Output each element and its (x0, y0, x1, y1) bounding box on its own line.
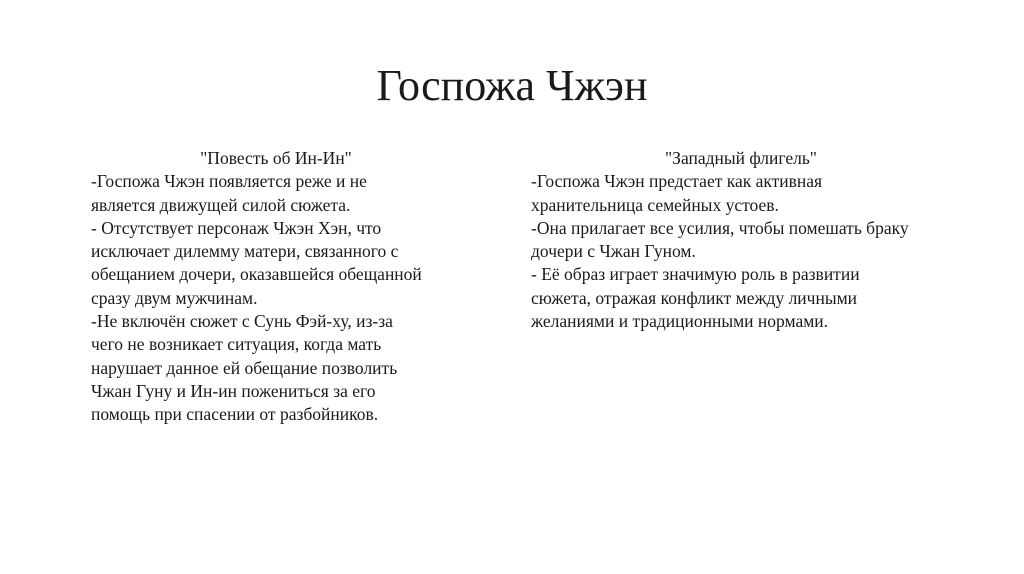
left-line: нарушает данное ей обещание позволить (91, 357, 398, 378)
right-column (531, 147, 951, 333)
left-line: сразу двум мужчинам. (91, 287, 258, 308)
left-line: исключает дилемму матери, связанного с (91, 241, 399, 262)
left-line: помощь при спасении от разбойников. (91, 404, 379, 425)
right-line: хранительница семейных устоев. (531, 194, 779, 215)
right-column-heading: "Западный флигель" (665, 148, 817, 168)
right-line: -Госпожа Чжэн предстает как активная (531, 171, 823, 192)
left-line: Чжан Гуну и Ин-ин пожениться за его (91, 380, 376, 401)
right-line: дочери с Чжан Гуном. (531, 241, 696, 262)
right-line: желаниями и традиционными нормами. (531, 311, 829, 332)
left-column (91, 147, 461, 427)
right-line: -Она прилагает все усилия, чтобы помешать браку (531, 217, 909, 238)
left-line: -Госпожа Чжэн появляется реже и не (91, 171, 367, 192)
left-line: обещанием дочери, оказавшейся обещанной (91, 264, 422, 285)
left-line: чего не возникает ситуация, когда мать (91, 334, 382, 355)
left-line: - Отсутствует персонаж Чжэн Хэн, что (91, 217, 382, 238)
left-line: -Не включён сюжет с Сунь Фэй-ху, из-за (91, 311, 393, 332)
slide-title: Госпожа Чжэн (376, 61, 648, 110)
left-line: является движущей силой сюжета. (91, 194, 351, 215)
right-line: - Её образ играет значимую роль в развитии (531, 264, 860, 285)
left-column-heading: "Повесть об Ин-Ин" (200, 148, 352, 168)
right-line: сюжета, отражая конфликт между личными (531, 287, 858, 308)
